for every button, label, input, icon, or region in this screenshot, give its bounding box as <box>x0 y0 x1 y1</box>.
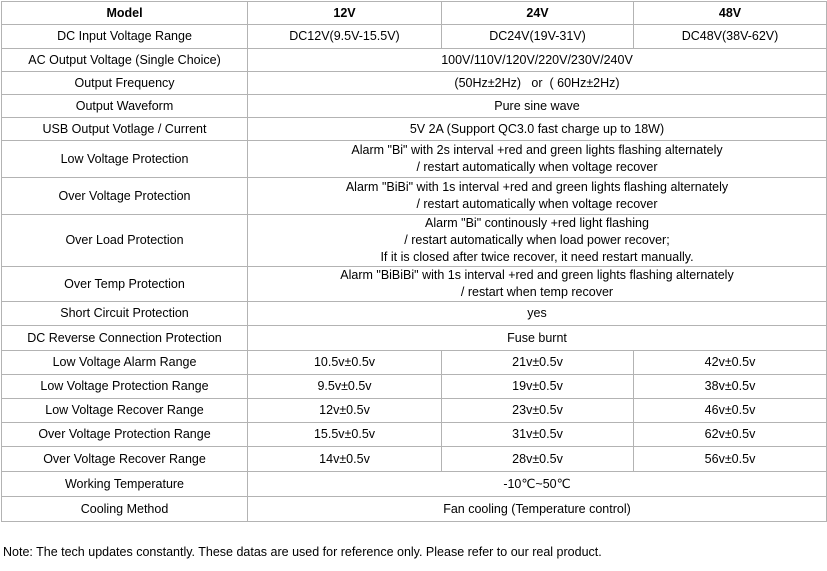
value-24v: 28v±0.5v <box>442 447 634 472</box>
value-12v: 12v±0.5v <box>248 399 442 423</box>
value-line: / restart automatically when voltage recover <box>416 160 658 174</box>
value-24v: 23v±0.5v <box>442 399 634 423</box>
value-24v: 21v±0.5v <box>442 351 634 375</box>
header-row <box>2 2 827 25</box>
row-value <box>248 215 827 267</box>
value-line: / restart automatically when load power recover; <box>404 233 670 247</box>
row-label: Over Temp Protection <box>2 267 248 302</box>
table-row <box>2 118 827 141</box>
row-value: -10℃~50℃ <box>248 472 827 497</box>
row-value <box>248 267 827 302</box>
row-label: USB Output Votlage / Current <box>2 118 248 141</box>
table-row <box>2 49 827 72</box>
row-value <box>248 178 827 215</box>
row-label: Short Circuit Protection <box>2 302 248 326</box>
table-row <box>2 375 827 399</box>
row-label: Over Voltage Recover Range <box>2 447 248 472</box>
value-48v: 56v±0.5v <box>634 447 827 472</box>
row-value: 5V 2A (Support QC3.0 fast charge up to 18W) <box>248 118 827 141</box>
row-label: Output Frequency <box>2 72 248 95</box>
row-value: 100V/110V/120V/220V/230V/240V <box>248 49 827 72</box>
value-48v: 42v±0.5v <box>634 351 827 375</box>
row-label: Over Load Protection <box>2 215 248 267</box>
header-24v: 24V <box>442 2 634 25</box>
row-label: Low Voltage Alarm Range <box>2 351 248 375</box>
value-line: Alarm "Bi" continously +red light flashing <box>425 216 649 230</box>
row-label: Over Voltage Protection <box>2 178 248 215</box>
row-label: Output Waveform <box>2 95 248 118</box>
row-value: Pure sine wave <box>248 95 827 118</box>
row-label: Low Voltage Protection <box>2 141 248 178</box>
value-12v: 14v±0.5v <box>248 447 442 472</box>
value-line: / restart when temp recover <box>460 285 614 299</box>
row-label: Low Voltage Recover Range <box>2 399 248 423</box>
value-48v: DC48V(38V-62V) <box>634 25 827 49</box>
table-row <box>2 178 827 215</box>
table-row <box>2 351 827 375</box>
value-24v: DC24V(19V-31V) <box>442 25 634 49</box>
row-label: AC Output Voltage (Single Choice) <box>2 49 248 72</box>
table-row <box>2 399 827 423</box>
value-line: Alarm "Bi" with 2s interval +red and green lights flashing alternately <box>351 143 723 157</box>
table-row <box>2 423 827 447</box>
table-row <box>2 215 827 267</box>
value-24v: 31v±0.5v <box>442 423 634 447</box>
table-row <box>2 141 827 178</box>
row-label: DC Reverse Connection Protection <box>2 326 248 351</box>
row-label: Working Temperature <box>2 472 248 497</box>
header-model: Model <box>2 2 248 25</box>
table-row <box>2 25 827 49</box>
value-48v: 38v±0.5v <box>634 375 827 399</box>
value-12v: 15.5v±0.5v <box>248 423 442 447</box>
value-line: Alarm "BiBiBi" with 1s interval +red and green lights flashing alternately <box>340 268 734 282</box>
table-row <box>2 302 827 326</box>
value-48v: 62v±0.5v <box>634 423 827 447</box>
table-row <box>2 72 827 95</box>
value-12v: 10.5v±0.5v <box>248 351 442 375</box>
table-row <box>2 326 827 351</box>
value-line: If it is closed after twice recover, it need restart manually. <box>380 250 694 264</box>
row-value: Fuse burnt <box>248 326 827 351</box>
row-label: DC Input Voltage Range <box>2 25 248 49</box>
table-row <box>2 267 827 302</box>
header-12v: 12V <box>248 2 442 25</box>
row-label: Cooling Method <box>2 497 248 522</box>
table-row <box>2 447 827 472</box>
value-line: / restart automatically when voltage recover <box>416 197 658 211</box>
row-value: yes <box>248 302 827 326</box>
value-48v: 46v±0.5v <box>634 399 827 423</box>
row-value: (50Hz±2Hz) or ( 60Hz±2Hz) <box>248 72 827 95</box>
row-value <box>248 141 827 178</box>
header-48v: 48V <box>634 2 827 25</box>
spec-table <box>1 1 827 522</box>
row-value: Fan cooling (Temperature control) <box>248 497 827 522</box>
row-label: Over Voltage Protection Range <box>2 423 248 447</box>
value-12v: DC12V(9.5V-15.5V) <box>248 25 442 49</box>
value-12v: 9.5v±0.5v <box>248 375 442 399</box>
table-row <box>2 472 827 497</box>
table-row <box>2 95 827 118</box>
table-row <box>2 497 827 522</box>
row-label: Low Voltage Protection Range <box>2 375 248 399</box>
footnote: Note: The tech updates constantly. These datas are used for reference only. Please refer to our real product. <box>3 545 602 559</box>
value-line: Alarm "BiBi" with 1s interval +red and green lights flashing alternately <box>345 180 729 194</box>
value-24v: 19v±0.5v <box>442 375 634 399</box>
